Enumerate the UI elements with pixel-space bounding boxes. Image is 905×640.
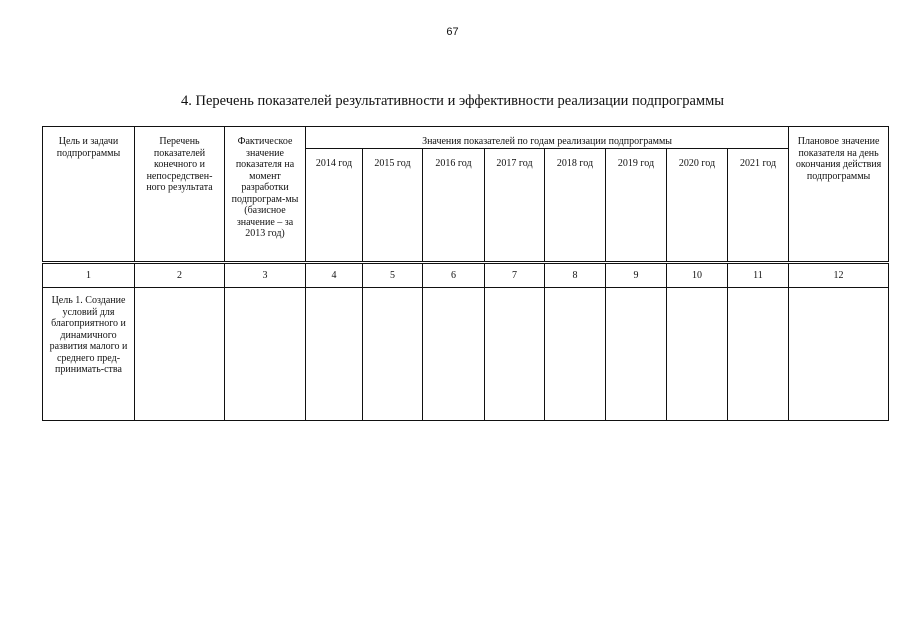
header-indicators: Перечень показателей конечного и непосредствен-ного результата <box>135 127 225 262</box>
table-cell <box>728 288 789 421</box>
document-title: 4. Перечень показателей результативности и эффективности реализации подпрограммы <box>180 93 725 109</box>
header-goals: Цель и задачи подпрограммы <box>43 127 135 262</box>
page-number: 67 <box>446 26 459 38</box>
table-cell <box>225 288 306 421</box>
column-number-row <box>43 264 889 288</box>
column-number: 3 <box>225 264 306 288</box>
column-number: 11 <box>728 264 789 288</box>
table-cell <box>667 288 728 421</box>
table-cell <box>363 288 423 421</box>
header-year-2018: 2018 год <box>545 149 606 262</box>
header-year-2015: 2015 год <box>363 149 423 262</box>
table-cell <box>545 288 606 421</box>
column-number: 2 <box>135 264 225 288</box>
table-cell <box>306 288 363 421</box>
column-number: 9 <box>606 264 667 288</box>
column-number: 12 <box>789 264 889 288</box>
header-values-by-year: Значения показателей по годам реализации подпрограммы <box>306 127 789 149</box>
header-year-2019: 2019 год <box>606 149 667 262</box>
table-cell <box>485 288 545 421</box>
table-cell <box>135 288 225 421</box>
header-year-2017: 2017 год <box>485 149 545 262</box>
column-number: 6 <box>423 264 485 288</box>
indicators-table-body <box>42 263 889 421</box>
column-number: 1 <box>43 264 135 288</box>
column-number: 4 <box>306 264 363 288</box>
column-number: 7 <box>485 264 545 288</box>
column-number: 10 <box>667 264 728 288</box>
indicators-table-header <box>42 126 889 262</box>
header-year-2014: 2014 год <box>306 149 363 262</box>
goal-cell: Цель 1. Создание условий для благоприятного и динамичного развития малого и среднего пред-принимать-ства <box>43 288 135 421</box>
header-year-2020: 2020 год <box>667 149 728 262</box>
table-cell <box>789 288 889 421</box>
header-year-2016: 2016 год <box>423 149 485 262</box>
column-number: 5 <box>363 264 423 288</box>
header-year-2021: 2021 год <box>728 149 789 262</box>
table-row <box>43 288 889 421</box>
header-actual-value: Фактическое значение показателя на момент разработки подпрограм-мы (базисное значение – за 2013 год) <box>225 127 306 262</box>
table-cell <box>423 288 485 421</box>
header-planned-value: Плановое значение показателя на день окончания действия подпрограммы <box>789 127 889 262</box>
table-cell <box>606 288 667 421</box>
column-number: 8 <box>545 264 606 288</box>
